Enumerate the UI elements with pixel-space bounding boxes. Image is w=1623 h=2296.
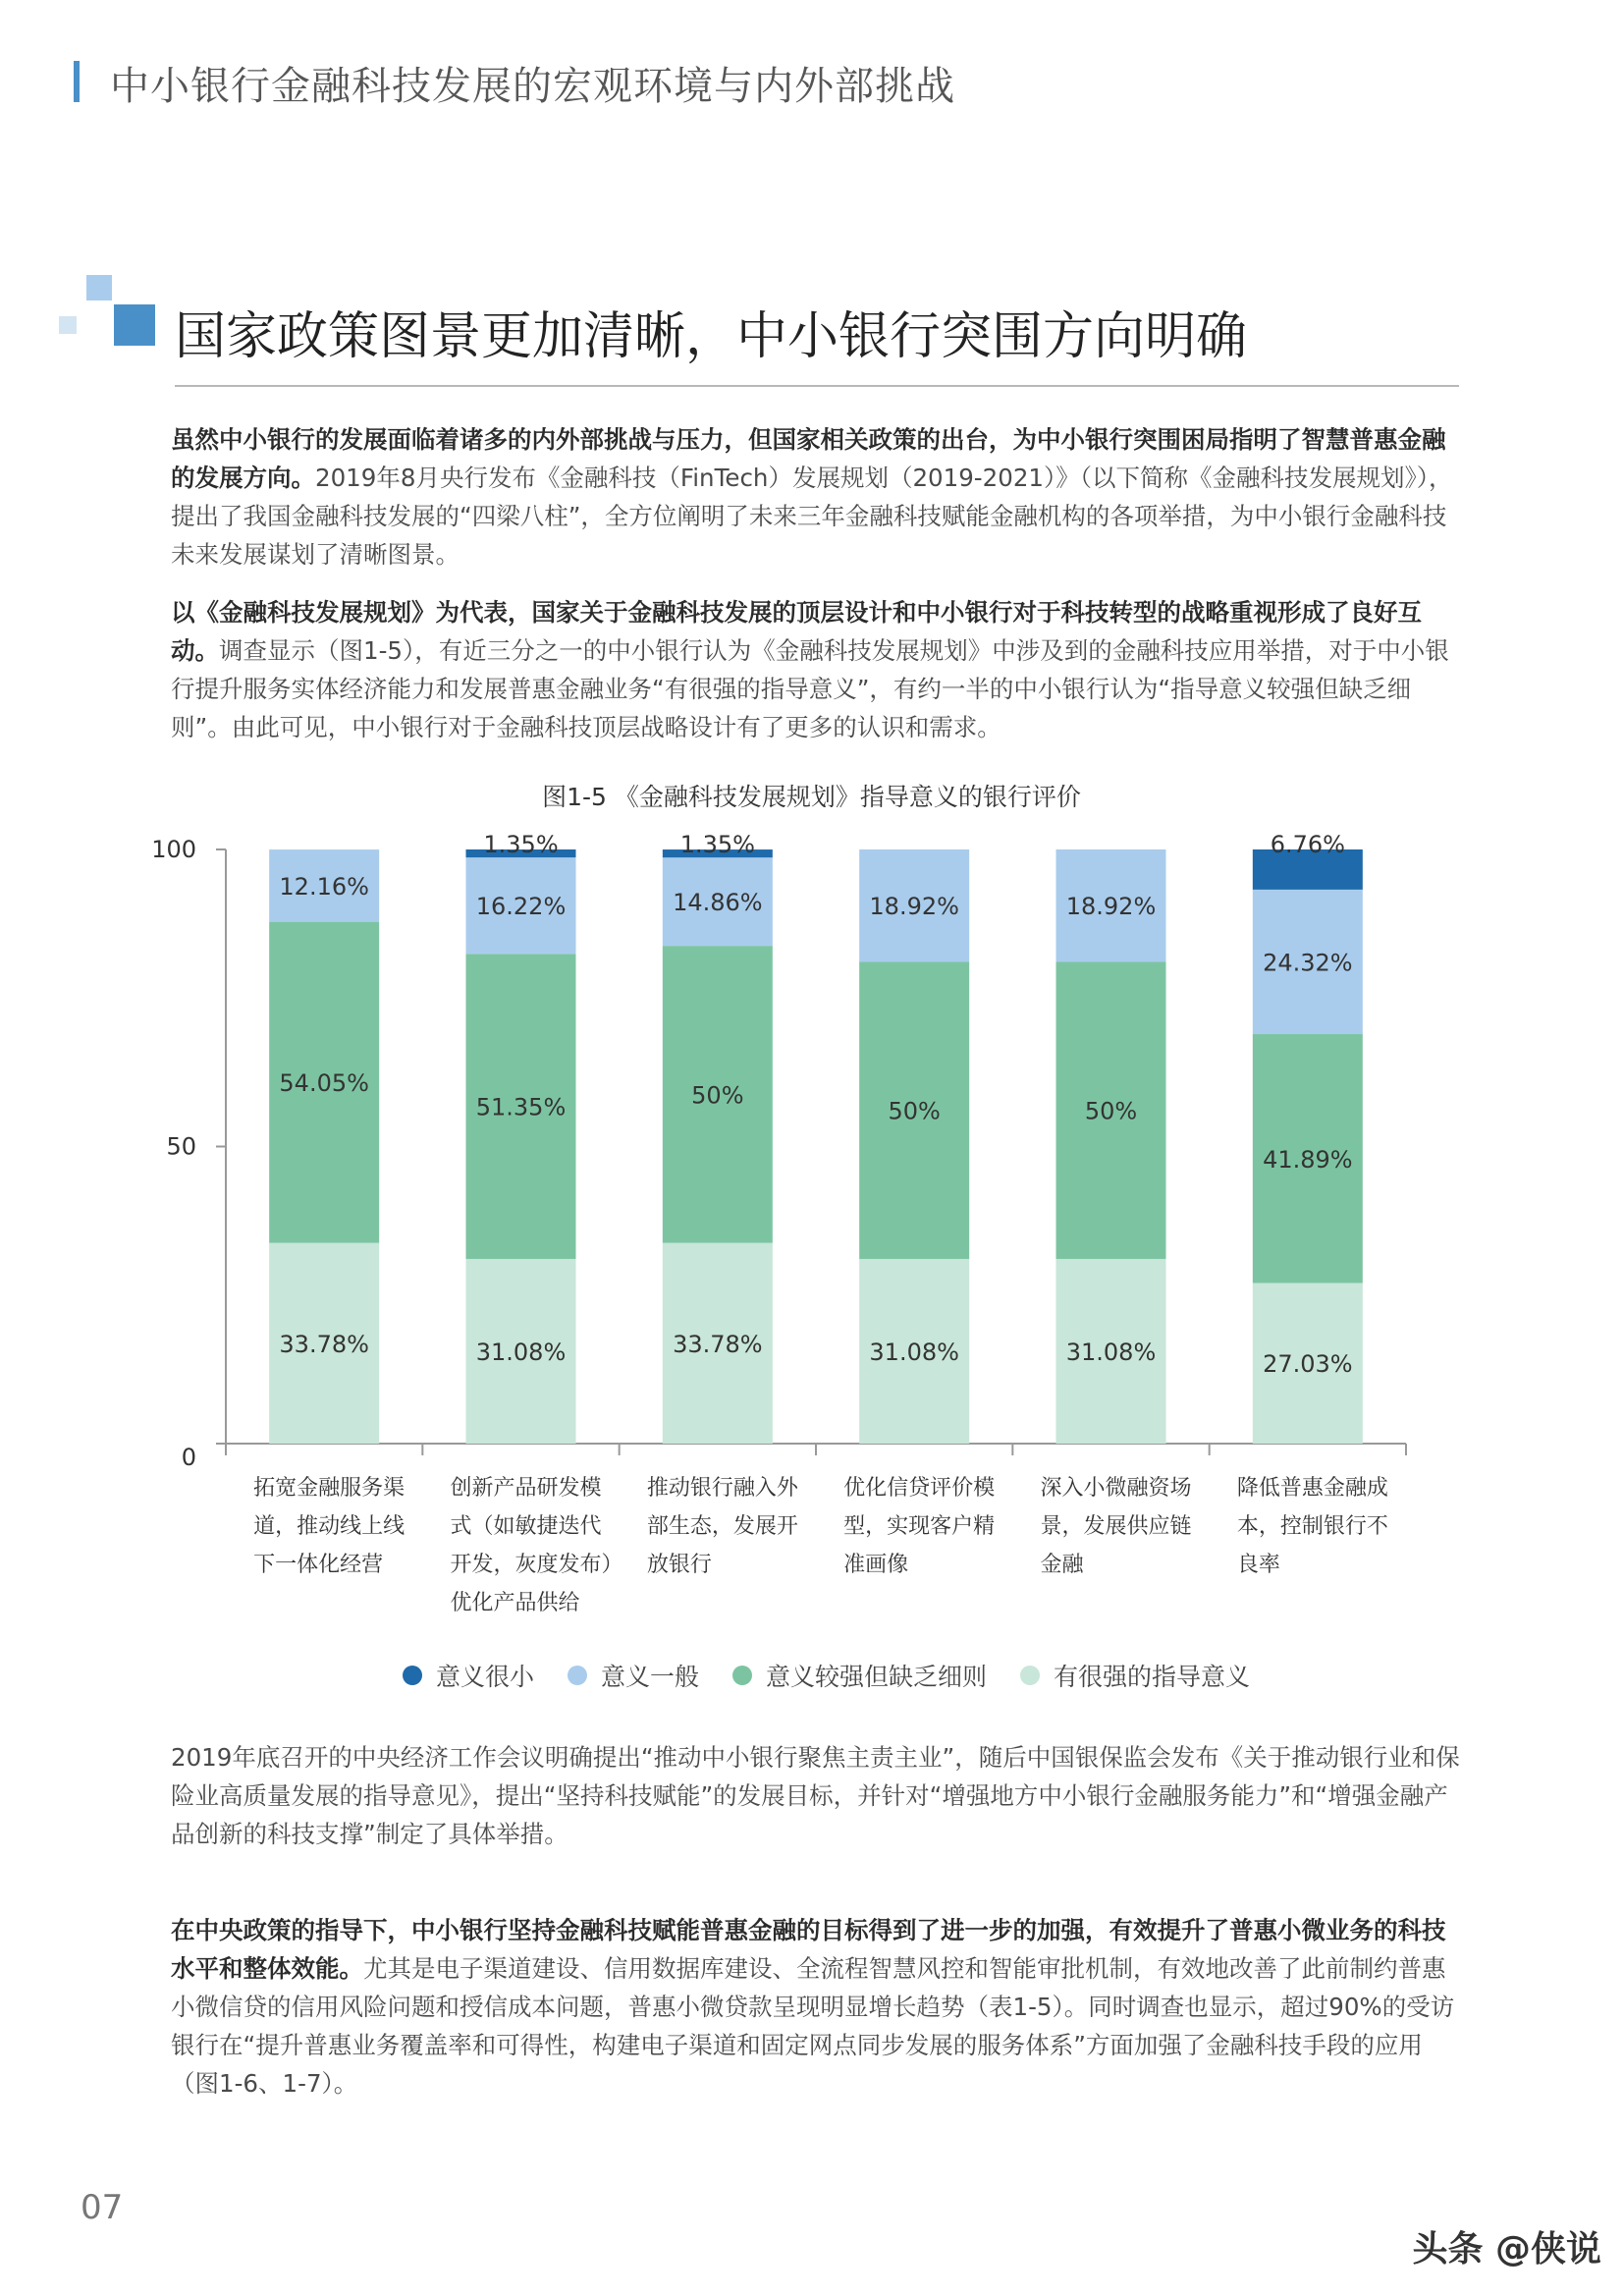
section-divider	[175, 385, 1459, 387]
paragraph-4	[171, 1911, 1465, 2103]
category-label: 下一体化经营	[253, 1553, 384, 1577]
legend-dot-icon	[1020, 1666, 1040, 1685]
category-label: 道，推动线上线	[253, 1514, 406, 1539]
paragraph-2-lead: 以《金融科技发展规划》为代表，国家关于金融科技发展的顶层设计和中小银行对于科技转型的战略重视形成了良好互动。	[171, 598, 1422, 665]
legend-dot-icon	[568, 1666, 587, 1685]
category-label: 降低普惠金融成	[1236, 1476, 1388, 1501]
paragraph-4-body: 尤其是电子渠道建设、信用数据库建设、全流程智慧风控和智能审批机制，有效地改善了此前制约普惠小微信贷的信用风险问题和授信成本问题，普惠小微贷款呈现明显增长趋势（表1-5）。同时调查也显示，超过90%的受访银行在“提升普惠业务覆盖率和可得性，构建电子渠道和固定网点同步发展的服务体系”方面加强了金融科技手段的应用（图1-6、1-7）。	[171, 1954, 1455, 2098]
category-label: 拓宽金融服务渠	[253, 1476, 406, 1501]
legend-dot-icon	[403, 1666, 422, 1685]
category-label: 优化信贷评价模	[843, 1476, 996, 1501]
data-label: 12.16%	[279, 872, 369, 901]
paragraph-2	[171, 593, 1465, 746]
y-tick-label: 100	[151, 836, 196, 863]
data-label: 14.86%	[673, 889, 763, 917]
data-label: 6.76%	[1270, 831, 1345, 858]
data-label: 50%	[691, 1081, 744, 1110]
chart-legend	[403, 1658, 1283, 1693]
legend-item	[403, 1658, 534, 1693]
stacked-bar-chart	[147, 825, 1424, 1640]
data-label: 33.78%	[279, 1330, 369, 1358]
data-label: 18.92%	[869, 893, 959, 921]
data-label: 51.35%	[475, 1093, 567, 1121]
legend-label: 意义一般	[601, 1663, 700, 1691]
category-label: 景，发展供应链	[1040, 1514, 1192, 1539]
paragraph-1	[171, 420, 1465, 574]
legend-dot-icon	[732, 1666, 752, 1685]
category-label: 式（如敏捷迭代	[450, 1514, 602, 1539]
data-label: 16.22%	[475, 893, 567, 921]
section-deco-square-2	[59, 316, 77, 334]
section-deco-square-3	[114, 304, 155, 346]
category-label: 本，控制银行不	[1236, 1514, 1388, 1539]
data-label: 41.89%	[1263, 1145, 1353, 1174]
category-label: 开发，灰度发布）	[450, 1553, 623, 1577]
category-label: 准画像	[843, 1553, 909, 1577]
data-label: 50%	[888, 1097, 941, 1125]
category-label: 创新产品研发模	[450, 1476, 602, 1501]
section-deco-square-1	[86, 275, 112, 301]
legend-label: 意义较强但缺乏细则	[766, 1663, 988, 1691]
paragraph-1-lead: 虽然中小银行的发展面临着诸多的内外部挑战与压力，但国家相关政策的出台，为中小银行突围困局指明了智慧普惠金融的发展方向。	[171, 425, 1446, 492]
category-label: 型，实现客户精	[843, 1514, 996, 1539]
data-label: 27.03%	[1263, 1350, 1353, 1379]
paragraph-4-lead: 在中央政策的指导下，中小银行坚持金融科技赋能普惠金融的目标得到了进一步的加强，有效提升了普惠小微业务的科技水平和整体效能。	[171, 1916, 1446, 1983]
legend-label: 有很强的指导意义	[1054, 1663, 1251, 1691]
y-tick-label: 50	[166, 1132, 196, 1161]
legend-item	[732, 1658, 987, 1693]
header-title: 中小银行金融科技发展的宏观环境与内外部挑战	[110, 64, 955, 109]
category-label: 良率	[1236, 1553, 1280, 1577]
y-tick-label: 0	[181, 1444, 196, 1471]
data-label: 1.35%	[679, 831, 755, 859]
data-label: 31.08%	[1065, 1338, 1157, 1366]
category-label: 部生态，发展开	[646, 1514, 798, 1539]
legend-label: 意义很小	[436, 1663, 535, 1691]
paragraph-3	[171, 1738, 1465, 1853]
category-label: 金融	[1040, 1553, 1084, 1577]
paragraph-2-body: 调查显示（图1-5），有近三分之一的中小银行认为《金融科技发展规划》中涉及到的金融科技应用举措，对于中小银行提升服务实体经济能力和发展普惠金融业务“有很强的指导意义”，有约一半的中小银行认为“指导意义较强但缺乏细则”。由此可见，中小银行对于金融科技顶层战略设计有了更多的认识和需求。	[171, 636, 1449, 741]
legend-item	[1020, 1658, 1250, 1693]
category-label: 推动银行融入外	[646, 1476, 798, 1501]
page-number: 07	[81, 2188, 124, 2227]
data-label: 54.05%	[279, 1069, 369, 1098]
data-label: 31.08%	[475, 1338, 567, 1366]
section-title: 国家政策图景更加清晰，中小银行突围方向明确	[175, 307, 1248, 366]
data-label: 18.92%	[1065, 893, 1157, 921]
data-label: 24.32%	[1263, 949, 1353, 977]
category-label: 放银行	[646, 1553, 712, 1577]
category-label: 深入小微融资场	[1040, 1476, 1192, 1501]
paragraph-1-body: 2019年8月央行发布《金融科技（FinTech）发展规划（2019-2021）》（以下简称《金融科技发展规划》），提出了我国金融科技发展的“四梁八柱”，全方位阐明了未来三年金融科技赋能金融机构的各项举措，为中小银行金融科技未来发展谋划了清晰图景。	[171, 464, 1453, 569]
data-label: 50%	[1084, 1097, 1138, 1125]
data-label: 31.08%	[869, 1338, 959, 1366]
paragraph-3-body: 2019年底召开的中央经济工作会议明确提出“推动中小银行聚焦主责主业”，随后中国银保监会发布《关于推动银行业和保险业高质量发展的指导意见》，提出“坚持科技赋能”的发展目标，并针对“增强地方中小银行金融服务能力”和“增强金融产品创新的科技支撑”制定了具体举措。	[171, 1743, 1460, 1848]
category-label: 优化产品供给	[450, 1591, 580, 1615]
header-accent-bar	[74, 61, 80, 102]
chart-title: 图1-5 《金融科技发展规划》指导意义的银行评价	[542, 783, 1081, 811]
data-label: 33.78%	[673, 1330, 763, 1358]
legend-item	[568, 1658, 699, 1693]
watermark: 头条 @侠说	[1412, 2229, 1601, 2269]
data-label: 1.35%	[483, 831, 559, 858]
